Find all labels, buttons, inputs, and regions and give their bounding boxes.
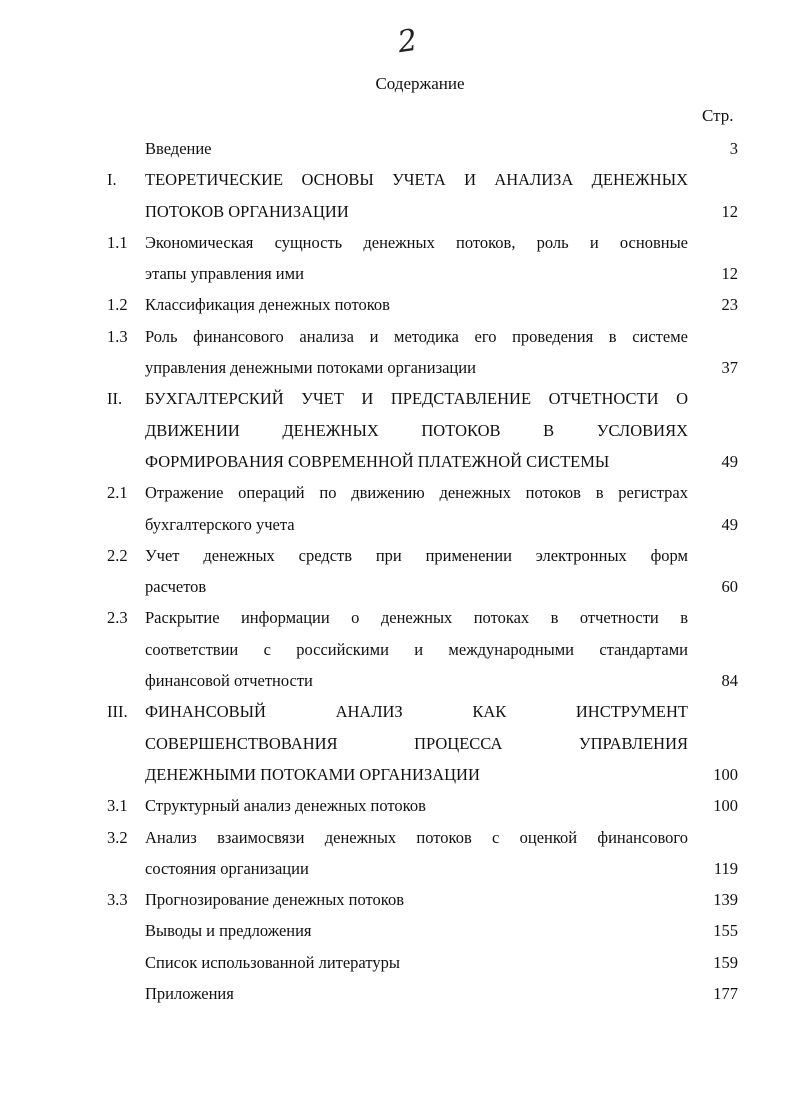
toc-entry-number: I. — [107, 170, 117, 190]
toc-entry-title: ПОТОКОВ ОРГАНИЗАЦИИ — [145, 201, 349, 221]
toc-entry-title: Введение — [145, 139, 212, 158]
toc-entry-line — [0, 262, 791, 293]
toc-entry — [0, 951, 791, 982]
toc-entry-page: 49 — [721, 451, 738, 471]
toc-entry-line — [0, 387, 791, 418]
toc-entry-line — [0, 231, 791, 262]
toc-entry — [0, 293, 791, 324]
toc-entry-title: ФОРМИРОВАНИЯ СОВРЕМЕННОЙ ПЛАТЕЖНОЙ СИСТЕМЫ — [145, 451, 610, 471]
toc-entry-page: 60 — [721, 577, 738, 597]
toc-entry-title: Раскрытие информации о денежных потоках в отчетности в — [145, 608, 688, 628]
toc-entry-number: 2.2 — [107, 545, 128, 565]
toc-entry-page: 37 — [721, 358, 738, 378]
toc-entry — [0, 794, 791, 825]
toc-entry-title: расчетов — [145, 577, 207, 597]
toc-entry-number: 1.2 — [107, 295, 128, 315]
toc-entry-title: Классификация денежных потоков — [145, 295, 390, 315]
toc-entry-page: 84 — [721, 671, 738, 691]
toc-entry-line — [0, 763, 791, 794]
toc-entry-number: 2.3 — [107, 608, 128, 628]
toc-entry-title: Учет денежных средств при применении электронных форм — [145, 545, 688, 565]
toc-entry-page: 139 — [713, 890, 738, 910]
toc-entry-page: 119 — [713, 858, 738, 878]
toc-entry-title: Список использованной литературы — [145, 952, 400, 972]
toc-entry-line — [0, 356, 791, 387]
toc-entry-line — [0, 982, 791, 1013]
toc-entry-page: 49 — [721, 514, 738, 534]
toc-entry-title: Структурный анализ денежных потоков — [145, 796, 426, 816]
toc-entry-line — [0, 732, 791, 763]
toc-entry — [0, 481, 791, 544]
toc-entry-line — [0, 669, 791, 700]
toc-entry — [0, 325, 791, 388]
toc-entry-title: БУХГАЛТЕРСКИЙ УЧЕТ И ПРЕДСТАВЛЕНИЕ ОТЧЕТНОСТИ О — [145, 389, 688, 409]
toc-entry-title: Анализ взаимосвязи денежных потоков с оценкой финансового — [145, 827, 688, 847]
toc-entry-title: финансовой отчетности — [145, 671, 313, 691]
toc-entry — [0, 700, 791, 794]
toc-entry-page: 100 — [713, 796, 738, 816]
toc-entry-title: ФИНАНСОВЫЙ АНАЛИЗ КАК ИНСТРУМЕНТ — [145, 702, 688, 722]
toc-entry-number: II. — [107, 389, 123, 409]
toc-entry-page: 12 — [721, 201, 738, 221]
toc-entry-line — [0, 137, 791, 168]
toc-entry-title: состояния организации — [145, 858, 309, 878]
toc-entry — [0, 168, 791, 231]
toc-entry-line — [0, 168, 791, 199]
toc-entry-line — [0, 544, 791, 575]
toc-entry-page: 177 — [713, 984, 738, 1004]
toc-entry-line — [0, 419, 791, 450]
toc-entry-title: ДЕНЕЖНЫМИ ПОТОКАМИ ОРГАНИЗАЦИИ — [145, 764, 480, 784]
toc-entry — [0, 888, 791, 919]
toc-entry — [0, 826, 791, 889]
toc-entry-number: 3.1 — [107, 796, 128, 816]
toc-entry-line — [0, 919, 791, 950]
toc-entry-title: Отражение операций по движению денежных потоков в регистрах — [145, 483, 688, 503]
toc-entry-title: СОВЕРШЕНСТВОВАНИЯ ПРОЦЕССА УПРАВЛЕНИЯ — [145, 733, 688, 753]
toc-entry-line — [0, 951, 791, 982]
toc-entry — [0, 387, 791, 481]
toc-entry-line — [0, 857, 791, 888]
toc-entry-line — [0, 481, 791, 512]
toc-entry — [0, 982, 791, 1013]
toc-entry — [0, 231, 791, 294]
toc-entry-line — [0, 513, 791, 544]
toc-entry-line — [0, 450, 791, 481]
toc-entry-title: этапы управления ими — [145, 264, 304, 284]
toc-entry-line — [0, 200, 791, 231]
toc-entry-page: 23 — [721, 295, 738, 315]
toc-entry-page: 100 — [713, 764, 738, 784]
toc-entry-line — [0, 888, 791, 919]
toc-entry-line — [0, 575, 791, 606]
toc-entry-title: соответствии с российскими и международными стандартами — [145, 639, 688, 659]
toc-entry-page: 12 — [721, 264, 738, 284]
toc-entry-line — [0, 826, 791, 857]
toc-entry — [0, 137, 791, 168]
toc-entry-title: Приложения — [145, 984, 234, 1004]
toc-entry-title: Роль финансового анализа и методика его проведения в системе — [145, 326, 688, 346]
table-of-contents — [0, 137, 791, 1013]
pages-column-header: Стр. — [702, 106, 734, 125]
toc-entry-number: 1.1 — [107, 232, 128, 252]
toc-entry-number: 3.2 — [107, 827, 128, 847]
toc-entry — [0, 606, 791, 700]
toc-entry-title: ДВИЖЕНИИ ДЕНЕЖНЫХ ПОТОКОВ В УСЛОВИЯХ — [145, 420, 688, 440]
toc-entry-page: 3 — [729, 139, 738, 158]
toc-entry — [0, 919, 791, 950]
toc-entry-line — [0, 700, 791, 731]
toc-entry-line — [0, 606, 791, 637]
page-title: Содержание — [375, 74, 465, 93]
toc-entry-line — [0, 293, 791, 324]
toc-entry-title: управления денежными потоками организации — [145, 358, 476, 378]
toc-entry-title: бухгалтерского учета — [145, 514, 295, 534]
handwritten-page-number: 2 — [395, 22, 420, 61]
toc-entry — [0, 544, 791, 607]
toc-entry-page: 155 — [713, 921, 738, 941]
toc-entry-number: 2.1 — [107, 483, 128, 503]
toc-entry-page: 159 — [713, 952, 738, 972]
toc-entry-number: III. — [107, 702, 128, 722]
toc-entry-title: Выводы и предложения — [145, 921, 312, 941]
toc-entry-number: 1.3 — [107, 326, 128, 346]
toc-entry-title: ТЕОРЕТИЧЕСКИЕ ОСНОВЫ УЧЕТА И АНАЛИЗА ДЕНЕЖНЫХ — [145, 170, 688, 190]
toc-entry-title: Прогнозирование денежных потоков — [145, 890, 405, 910]
toc-entry-line — [0, 638, 791, 669]
toc-entry-title: Экономическая сущность денежных потоков, роль и основные — [145, 232, 688, 252]
toc-entry-line — [0, 325, 791, 356]
toc-entry-line — [0, 794, 791, 825]
toc-entry-number: 3.3 — [107, 890, 128, 910]
